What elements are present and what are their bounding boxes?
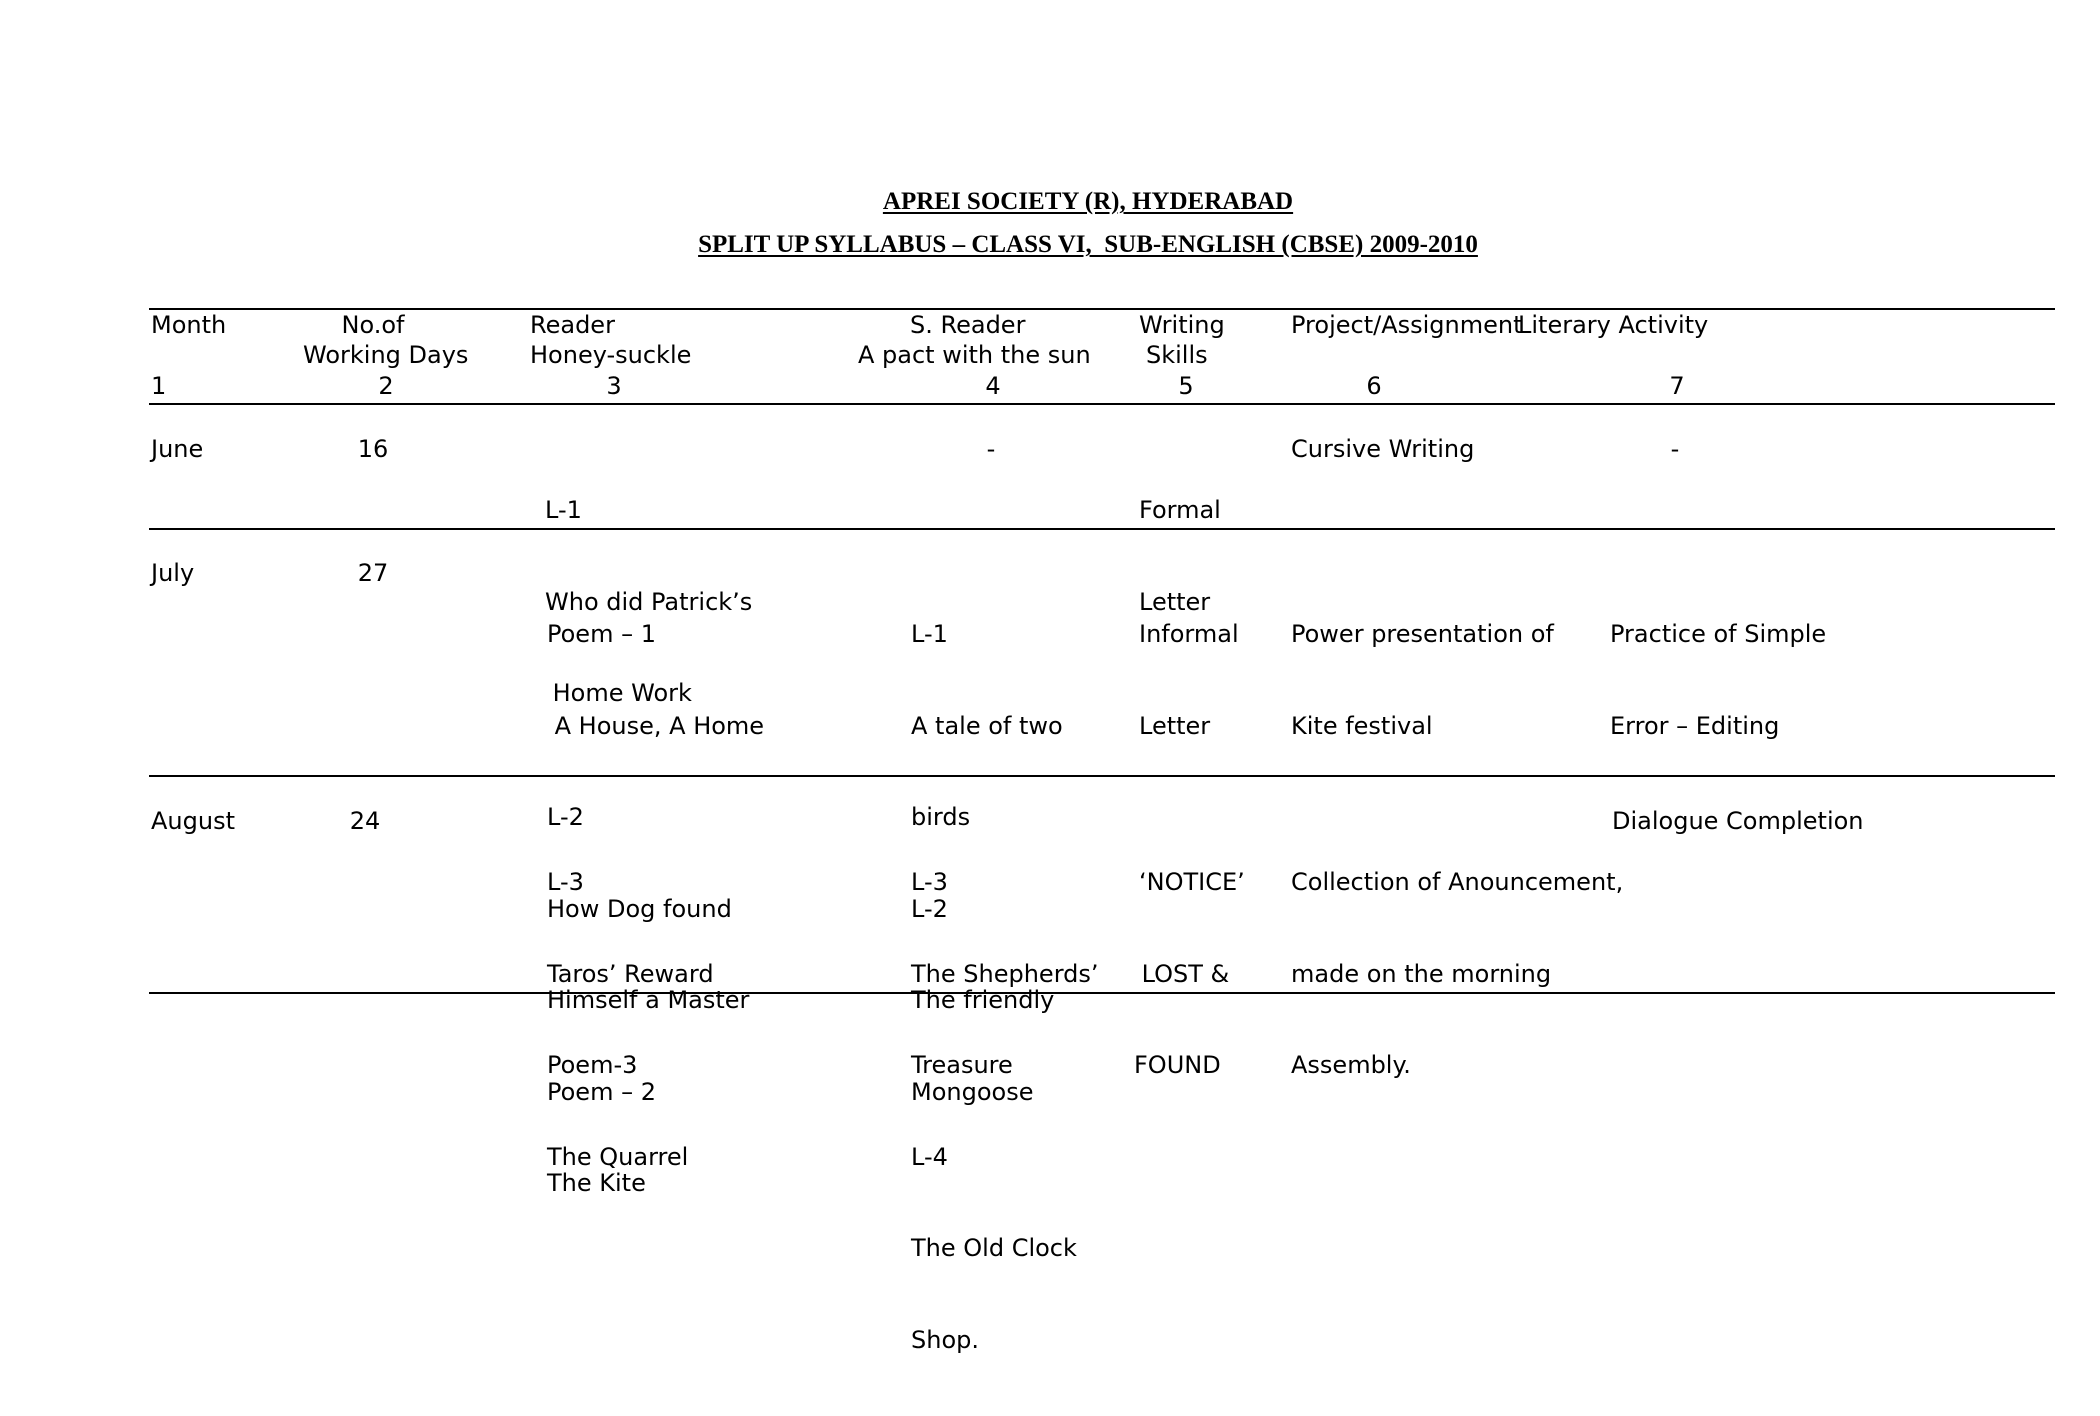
s-reader-line: The Shepherds’ <box>911 959 1099 988</box>
literary-activity-cell: - <box>1670 435 1680 463</box>
header-s-reader-line1: S. Reader <box>910 311 1026 339</box>
writing-skills-cell <box>1139 558 1239 802</box>
header-month: Month <box>151 311 227 339</box>
reader-line: Poem-3 <box>547 1051 638 1079</box>
literary-activity-cell: Dialogue Completion <box>1612 807 1864 835</box>
reader-cell <box>547 806 714 1233</box>
month-cell: August <box>151 807 235 835</box>
writing-line: Formal <box>1139 496 1221 524</box>
column-number-3: 3 <box>606 372 622 400</box>
s-reader-line: The Old Clock <box>911 1234 1077 1262</box>
header-writing-skills-line1: Writing <box>1139 311 1225 339</box>
header-reader-line2: Honey-suckle <box>530 341 692 369</box>
working-days-cell: 27 <box>357 559 389 587</box>
s-reader-line: The friendly <box>911 986 1055 1014</box>
column-number-5: 5 <box>1178 372 1194 400</box>
column-number-1: 1 <box>151 372 167 400</box>
header-writing-skills-line2: Skills <box>1146 341 1208 369</box>
project-line: made on the morning <box>1291 959 1552 988</box>
reader-line: L-3 <box>547 868 584 896</box>
table-bottom-rule <box>149 992 2055 994</box>
project-assignment-cell <box>1291 558 1554 802</box>
reader-line: Poem – 1 <box>547 620 656 648</box>
header-working-days-line1: No.of <box>341 311 405 339</box>
writing-skills-cell <box>1134 806 1245 1142</box>
writing-line: FOUND <box>1134 1051 1221 1079</box>
s-reader-line: L-1 <box>911 620 948 648</box>
s-reader-line: L-4 <box>911 1142 948 1171</box>
header-bottom-rule <box>149 403 2055 405</box>
writing-line: Letter <box>1139 711 1211 740</box>
reader-line: The Kite <box>547 1169 646 1197</box>
writing-line: Informal <box>1139 620 1239 648</box>
reader-line: Home Work <box>545 679 692 707</box>
working-days-cell: 24 <box>349 807 381 835</box>
project-line: Collection of Anouncement, <box>1291 868 1624 896</box>
project-assignment-cell: Cursive Writing <box>1291 435 1475 463</box>
reader-line: The Quarrel <box>547 1142 689 1171</box>
s-reader-line: L-2 <box>911 894 948 923</box>
header-working-days-line2: Working Days <box>303 341 469 369</box>
reader-line: Poem – 2 <box>547 1077 656 1106</box>
s-reader-line: birds <box>911 803 971 831</box>
column-number-6: 6 <box>1366 372 1382 400</box>
column-number-4: 4 <box>985 372 1001 400</box>
project-line: Assembly. <box>1291 1051 1411 1079</box>
header-literary-activity: Literary Activity <box>1518 311 1709 339</box>
project-line: Kite festival <box>1291 711 1433 740</box>
month-cell: July <box>151 559 195 587</box>
month-cell: June <box>151 435 204 463</box>
project-assignment-cell <box>1291 806 1623 1142</box>
reader-line: L-2 <box>547 803 584 831</box>
s-reader-cell: - <box>986 435 996 463</box>
s-reader-line: Treasure <box>911 1051 1013 1079</box>
working-days-cell: 16 <box>357 435 389 463</box>
header-reader-line1: Reader <box>530 311 615 339</box>
reader-line: Himself a Master <box>547 986 750 1014</box>
reader-line: A House, A Home <box>547 711 765 740</box>
literary-line: Error – Editing <box>1610 711 1780 740</box>
document-subtitle: SPLIT UP SYLLABUS – CLASS VI, SUB-ENGLISH (CBSE) 2009-2010 <box>698 231 1478 258</box>
literary-line: Practice of Simple <box>1610 620 1827 648</box>
reader-line: How Dog found <box>547 894 732 923</box>
column-number-2: 2 <box>378 372 394 400</box>
table-top-rule <box>149 308 2055 310</box>
s-reader-line: A tale of two <box>911 711 1063 740</box>
writing-line: Letter <box>1139 587 1211 616</box>
literary-activity-cell <box>1610 558 1826 802</box>
header-project-assignment: Project/Assignment <box>1291 311 1523 339</box>
column-number-7: 7 <box>1669 372 1685 400</box>
header-s-reader-line2: A pact with the sun <box>858 341 1091 369</box>
writing-line: LOST & <box>1134 959 1230 988</box>
row-divider <box>149 775 2055 777</box>
writing-line: ‘NOTICE’ <box>1139 868 1245 896</box>
s-reader-line: Mongoose <box>911 1077 1034 1106</box>
document-title: APREI SOCIETY (R), HYDERABAD <box>882 188 1294 215</box>
s-reader-cell <box>911 806 1099 1416</box>
reader-line: Who did Patrick’s <box>545 587 753 616</box>
row-divider <box>149 528 2055 530</box>
project-line: Power presentation of <box>1291 620 1554 648</box>
reader-line: Taros’ Reward <box>547 959 714 988</box>
reader-line: L-1 <box>545 496 582 524</box>
s-reader-line: L-3 <box>911 868 948 896</box>
s-reader-line: Shop. <box>911 1325 979 1354</box>
